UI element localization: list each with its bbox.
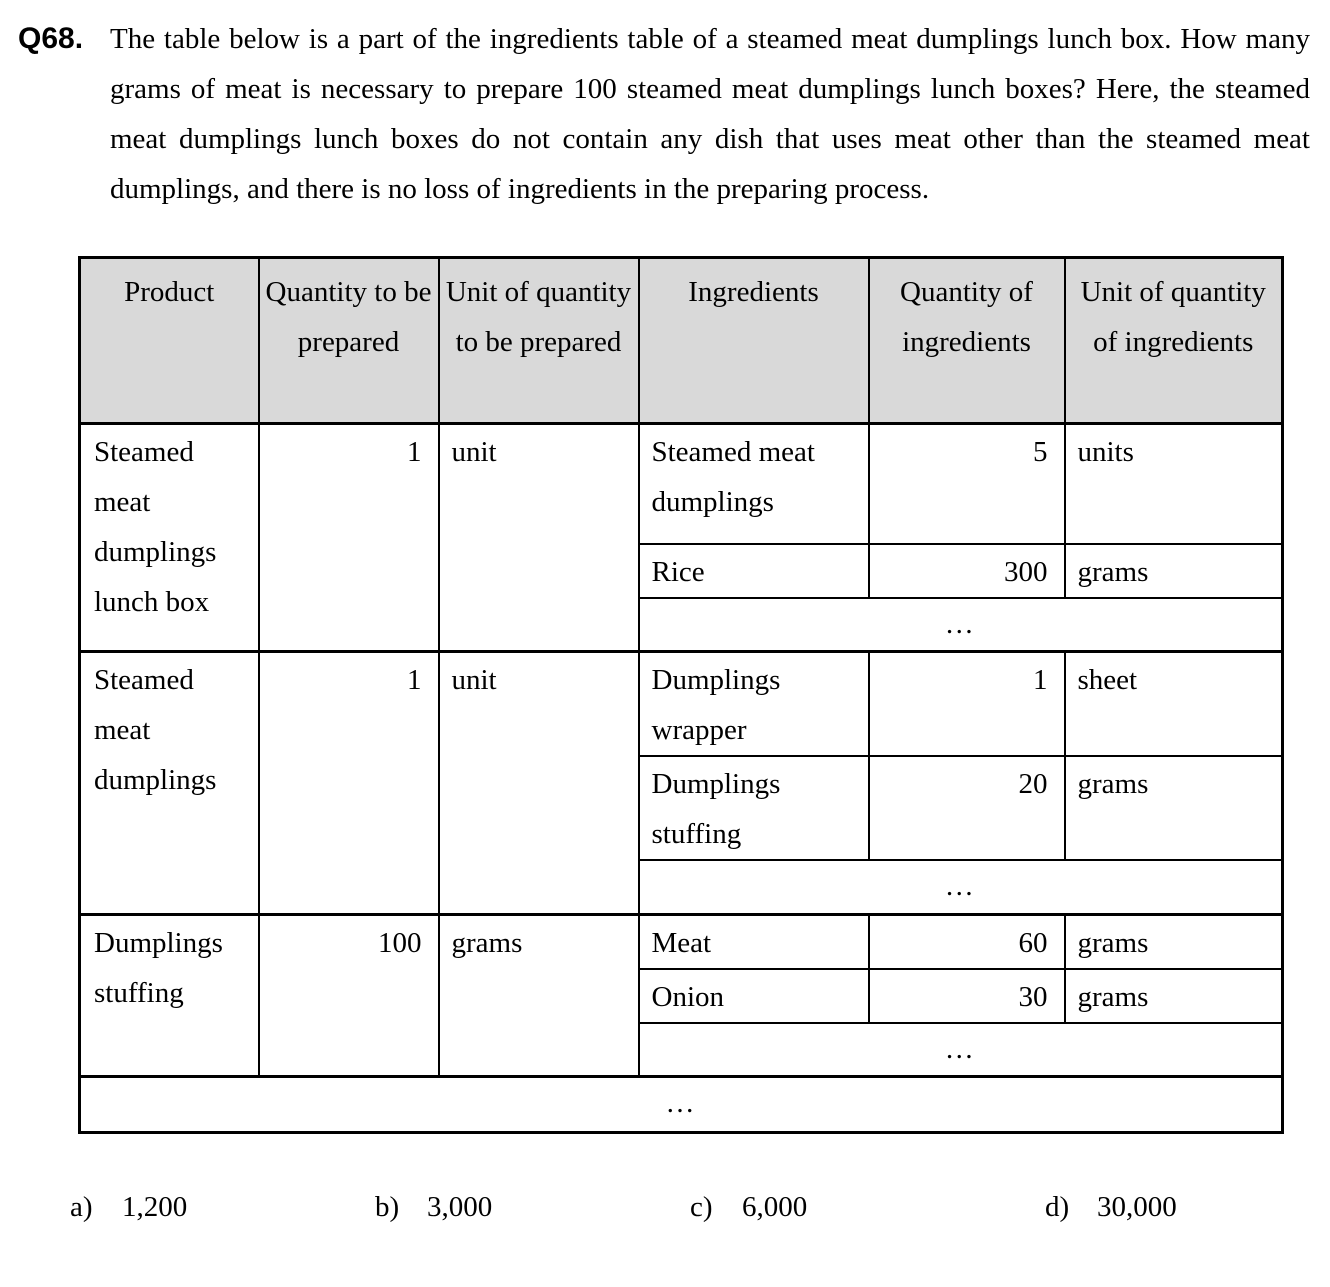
- choice-value: 1,200: [122, 1191, 188, 1223]
- choice-label: d): [1045, 1191, 1070, 1223]
- unit-cell: unit: [439, 424, 639, 652]
- col-header-ingredients: Ingredients: [639, 258, 869, 424]
- choice-c: [690, 1182, 1045, 1232]
- choice-value: 6,000: [742, 1191, 808, 1223]
- ingredient-name-cell: Dumplings stuffing: [639, 756, 869, 860]
- table-footer-row: [80, 1077, 1283, 1133]
- table-row: [80, 424, 1283, 544]
- choice-label: a): [70, 1191, 93, 1223]
- ingredient-quantity-cell: 5: [869, 424, 1065, 544]
- ingredient-quantity-cell: 60: [869, 914, 1065, 969]
- unit-cell: unit: [439, 652, 639, 915]
- ingredient-unit-cell: units: [1065, 424, 1283, 544]
- ingredient-quantity-cell: 20: [869, 756, 1065, 860]
- choice-value: 30,000: [1097, 1191, 1177, 1223]
- ingredient-name-cell: Meat: [639, 914, 869, 969]
- choice-a: [70, 1182, 375, 1232]
- ingredient-unit-cell: grams: [1065, 756, 1283, 860]
- quantity-cell: 100: [259, 914, 439, 1077]
- ingredients-table: [78, 256, 1284, 1134]
- col-header-quantity-of-ingredients: Quantity of ingredients: [869, 258, 1065, 424]
- ellipsis-cell: …: [639, 860, 1283, 914]
- choice-d: [1045, 1182, 1330, 1232]
- ingredient-unit-cell: grams: [1065, 544, 1283, 598]
- ingredient-quantity-cell: 1: [869, 652, 1065, 757]
- col-header-unit-to-be-prepared: Unit of quantity to be prepared: [439, 258, 639, 424]
- ingredient-name-cell: Onion: [639, 969, 869, 1023]
- ingredient-quantity-cell: 30: [869, 969, 1065, 1023]
- answer-choices: [70, 1182, 1330, 1232]
- ingredient-unit-cell: sheet: [1065, 652, 1283, 757]
- col-header-quantity-to-be-prepared: Quantity to be prepared: [259, 258, 439, 424]
- choice-label: c): [690, 1191, 713, 1223]
- ingredient-unit-cell: grams: [1065, 969, 1283, 1023]
- ingredient-name-cell: Steamed meat dumplings: [639, 424, 869, 544]
- unit-cell: grams: [439, 914, 639, 1077]
- choice-label: b): [375, 1191, 400, 1223]
- quantity-cell: 1: [259, 652, 439, 915]
- ellipsis-cell: …: [639, 1023, 1283, 1077]
- choice-value: 3,000: [427, 1191, 493, 1223]
- product-cell: Steamed meat dumplings: [80, 652, 259, 915]
- choice-b: [375, 1182, 690, 1232]
- table-footer-ellipsis: …: [80, 1077, 1283, 1133]
- ingredient-name-cell: Rice: [639, 544, 869, 598]
- question-number: Q68.: [18, 22, 84, 55]
- header-row: [80, 258, 1283, 424]
- col-header-product: Product: [80, 258, 259, 424]
- ingredient-quantity-cell: 300: [869, 544, 1065, 598]
- ellipsis-cell: …: [639, 598, 1283, 652]
- ingredient-name-cell: Dumplings wrapper: [639, 652, 869, 757]
- product-cell: Steamed meat dumplings lunch box: [80, 424, 259, 652]
- quantity-cell: 1: [259, 424, 439, 652]
- product-cell: Dumplings stuffing: [80, 914, 259, 1077]
- ingredient-unit-cell: grams: [1065, 914, 1283, 969]
- table-row: [80, 914, 1283, 969]
- question-text: The table below is a part of the ingredients table of a steamed meat dumplings lunch box. How many grams of meat is necessary to prepare 100 steamed meat dumplings lunch boxes? Here, the steamed meat dumplings lunch boxes do not contain any dish that uses meat other than the steamed meat dumplings, and there is no loss of ingredients in the preparing process.: [110, 23, 1310, 205]
- table-row: [80, 652, 1283, 757]
- question-block: [0, 0, 1330, 214]
- col-header-unit-of-ingredients: Unit of quantity of ingredients: [1065, 258, 1283, 424]
